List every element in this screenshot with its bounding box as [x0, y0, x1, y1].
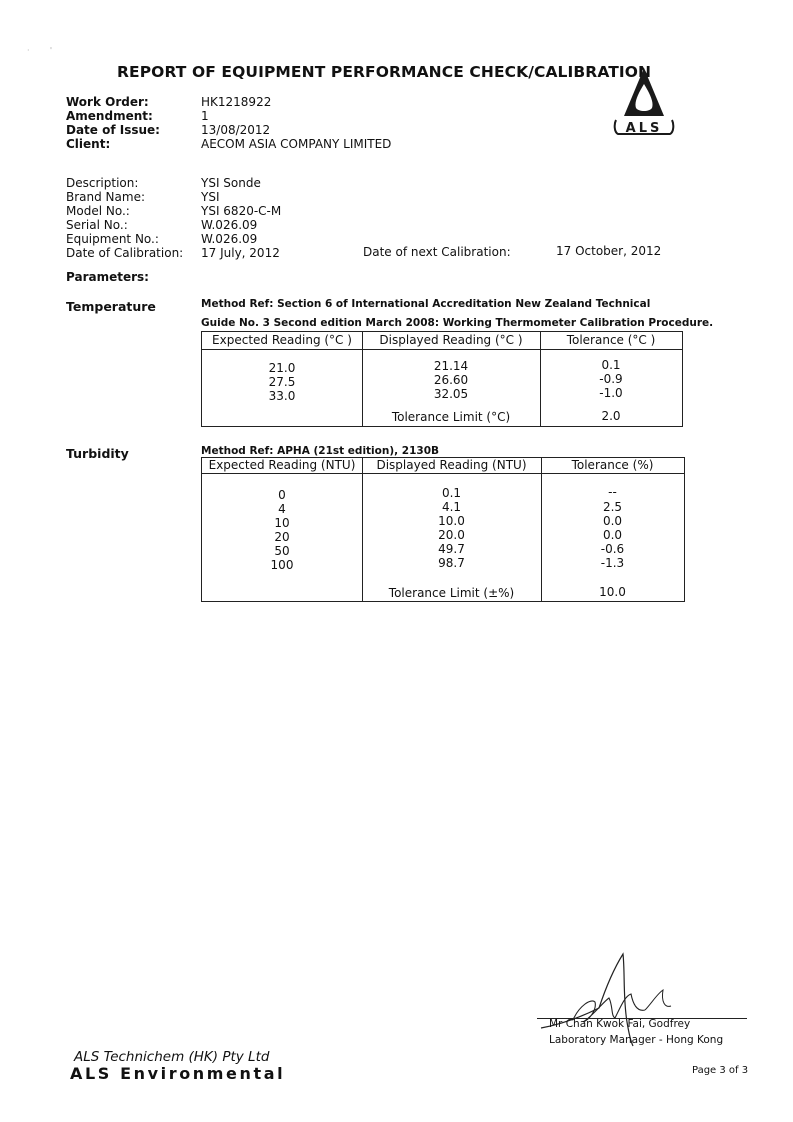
work-order-value: HK1218922: [201, 95, 272, 109]
signatory-name: Mr Chan Kwok Fai, Godfrey: [549, 1018, 691, 1030]
turbidity-table: [201, 457, 685, 602]
turbidity-col-displayed: Displayed Reading (NTU): [376, 458, 527, 472]
turbidity-expected-3: 10: [274, 516, 290, 530]
temperature-tolerance-limit-label: Tolerance Limit (°C): [391, 410, 511, 424]
temperature-displayed-2: 26.60: [433, 373, 469, 387]
turbidity-displayed-4: 20.0: [438, 528, 465, 542]
footer-brand-logo: ALS Environmental: [70, 1064, 286, 1083]
page-number: Page 3 of 3: [692, 1065, 749, 1076]
temperature-method-line1: Method Ref: Section 6 of International Accreditation New Zealand Technical: [201, 298, 651, 310]
next-calibration-value: 17 October, 2012: [556, 244, 662, 258]
turbidity-expected-4: 20: [274, 530, 290, 544]
footer-company-name: ALS Technichem (HK) Pty Ltd: [74, 1049, 270, 1065]
temperature-label: Temperature: [66, 299, 156, 314]
client-value: AECOM ASIA COMPANY LIMITED: [201, 137, 392, 151]
turbidity-tolerance-limit-label: Tolerance Limit (±%): [388, 586, 515, 600]
temperature-displayed-1: 21.14: [433, 359, 469, 373]
als-logo-text: ALS: [625, 121, 663, 136]
turbidity-label: Turbidity: [66, 446, 129, 461]
serial-no-value: W.026.09: [201, 218, 258, 232]
equipment-no-value: W.026.09: [201, 232, 258, 246]
turbidity-tolerance-2: 2.5: [602, 500, 623, 514]
turbidity-tolerance-6: -1.3: [600, 556, 625, 570]
client-label: Client:: [66, 137, 111, 151]
turbidity-displayed-2: 4.1: [441, 500, 462, 514]
turbidity-expected-1: 0: [278, 488, 286, 502]
next-calibration-label: Date of next Calibration:: [363, 245, 511, 259]
turbidity-expected-6: 100: [270, 558, 294, 572]
temperature-tolerance-2: -0.9: [599, 372, 623, 386]
temperature-expected-1: 21.0: [268, 361, 296, 375]
serial-no-label: Serial No.:: [66, 218, 128, 232]
turbidity-tolerance-limit-value: 10.0: [599, 585, 626, 599]
temperature-method-line2: Guide No. 3 Second edition March 2008: Working Thermometer Calibration Procedure.: [201, 317, 714, 329]
brand-name-value: YSI: [201, 190, 220, 204]
turbidity-displayed-3: 10.0: [438, 514, 465, 528]
temperature-table: [201, 331, 683, 427]
temperature-expected-2: 27.5: [268, 375, 296, 389]
amendment-label: Amendment:: [66, 109, 153, 123]
turbidity-expected-5: 50: [274, 544, 290, 558]
date-of-issue-label: Date of Issue:: [66, 123, 160, 137]
temperature-expected-3: 33.0: [268, 389, 296, 403]
turbidity-expected-2: 4: [278, 502, 286, 516]
temperature-displayed-3: 32.05: [433, 387, 469, 401]
turbidity-tolerance-1: --: [608, 485, 617, 499]
model-no-label: Model No.:: [66, 204, 130, 218]
temperature-tolerance-limit-value: 2.0: [601, 409, 621, 423]
work-order-label: Work Order:: [66, 95, 149, 109]
date-of-issue-value: 13/08/2012: [201, 123, 271, 137]
calibration-date-label: Date of Calibration:: [66, 246, 184, 260]
turbidity-tolerance-3: 0.0: [602, 514, 623, 528]
als-logo-icon: [606, 62, 682, 142]
temperature-col-expected: Expected Reading (°C ): [212, 333, 352, 347]
brand-name-label: Brand Name:: [66, 190, 146, 204]
report-title: REPORT OF EQUIPMENT PERFORMANCE CHECK/CALIBRATION: [117, 63, 652, 81]
temperature-tolerance-3: -1.0: [599, 386, 623, 400]
scan-specks: · ': [27, 46, 53, 55]
amendment-value: 1: [201, 109, 209, 123]
turbidity-col-tolerance: Tolerance (%): [571, 458, 654, 472]
equipment-no-label: Equipment No.:: [66, 232, 159, 246]
turbidity-displayed-1: 0.1: [441, 486, 462, 500]
als-logo: [606, 62, 682, 142]
signatory-title: Laboratory Manager - Hong Kong: [549, 1034, 724, 1046]
parameters-label: Parameters:: [66, 270, 149, 284]
description-label: Description:: [66, 176, 139, 190]
turbidity-tolerance-4: 0.0: [602, 528, 623, 542]
turbidity-method-line1: Method Ref: APHA (21st edition), 2130B: [201, 445, 440, 457]
calibration-date-value: 17 July, 2012: [201, 246, 280, 260]
temperature-col-tolerance: Tolerance (°C ): [566, 333, 656, 347]
turbidity-tolerance-5: -0.6: [600, 542, 625, 556]
turbidity-displayed-5: 49.7: [438, 542, 465, 556]
model-no-value: YSI 6820-C-M: [201, 204, 282, 218]
turbidity-col-expected: Expected Reading (NTU): [208, 458, 356, 472]
temperature-tolerance-1: 0.1: [601, 358, 621, 372]
description-value: YSI Sonde: [201, 176, 261, 190]
temperature-col-displayed: Displayed Reading (°C ): [379, 333, 523, 347]
turbidity-displayed-6: 98.7: [438, 556, 465, 570]
